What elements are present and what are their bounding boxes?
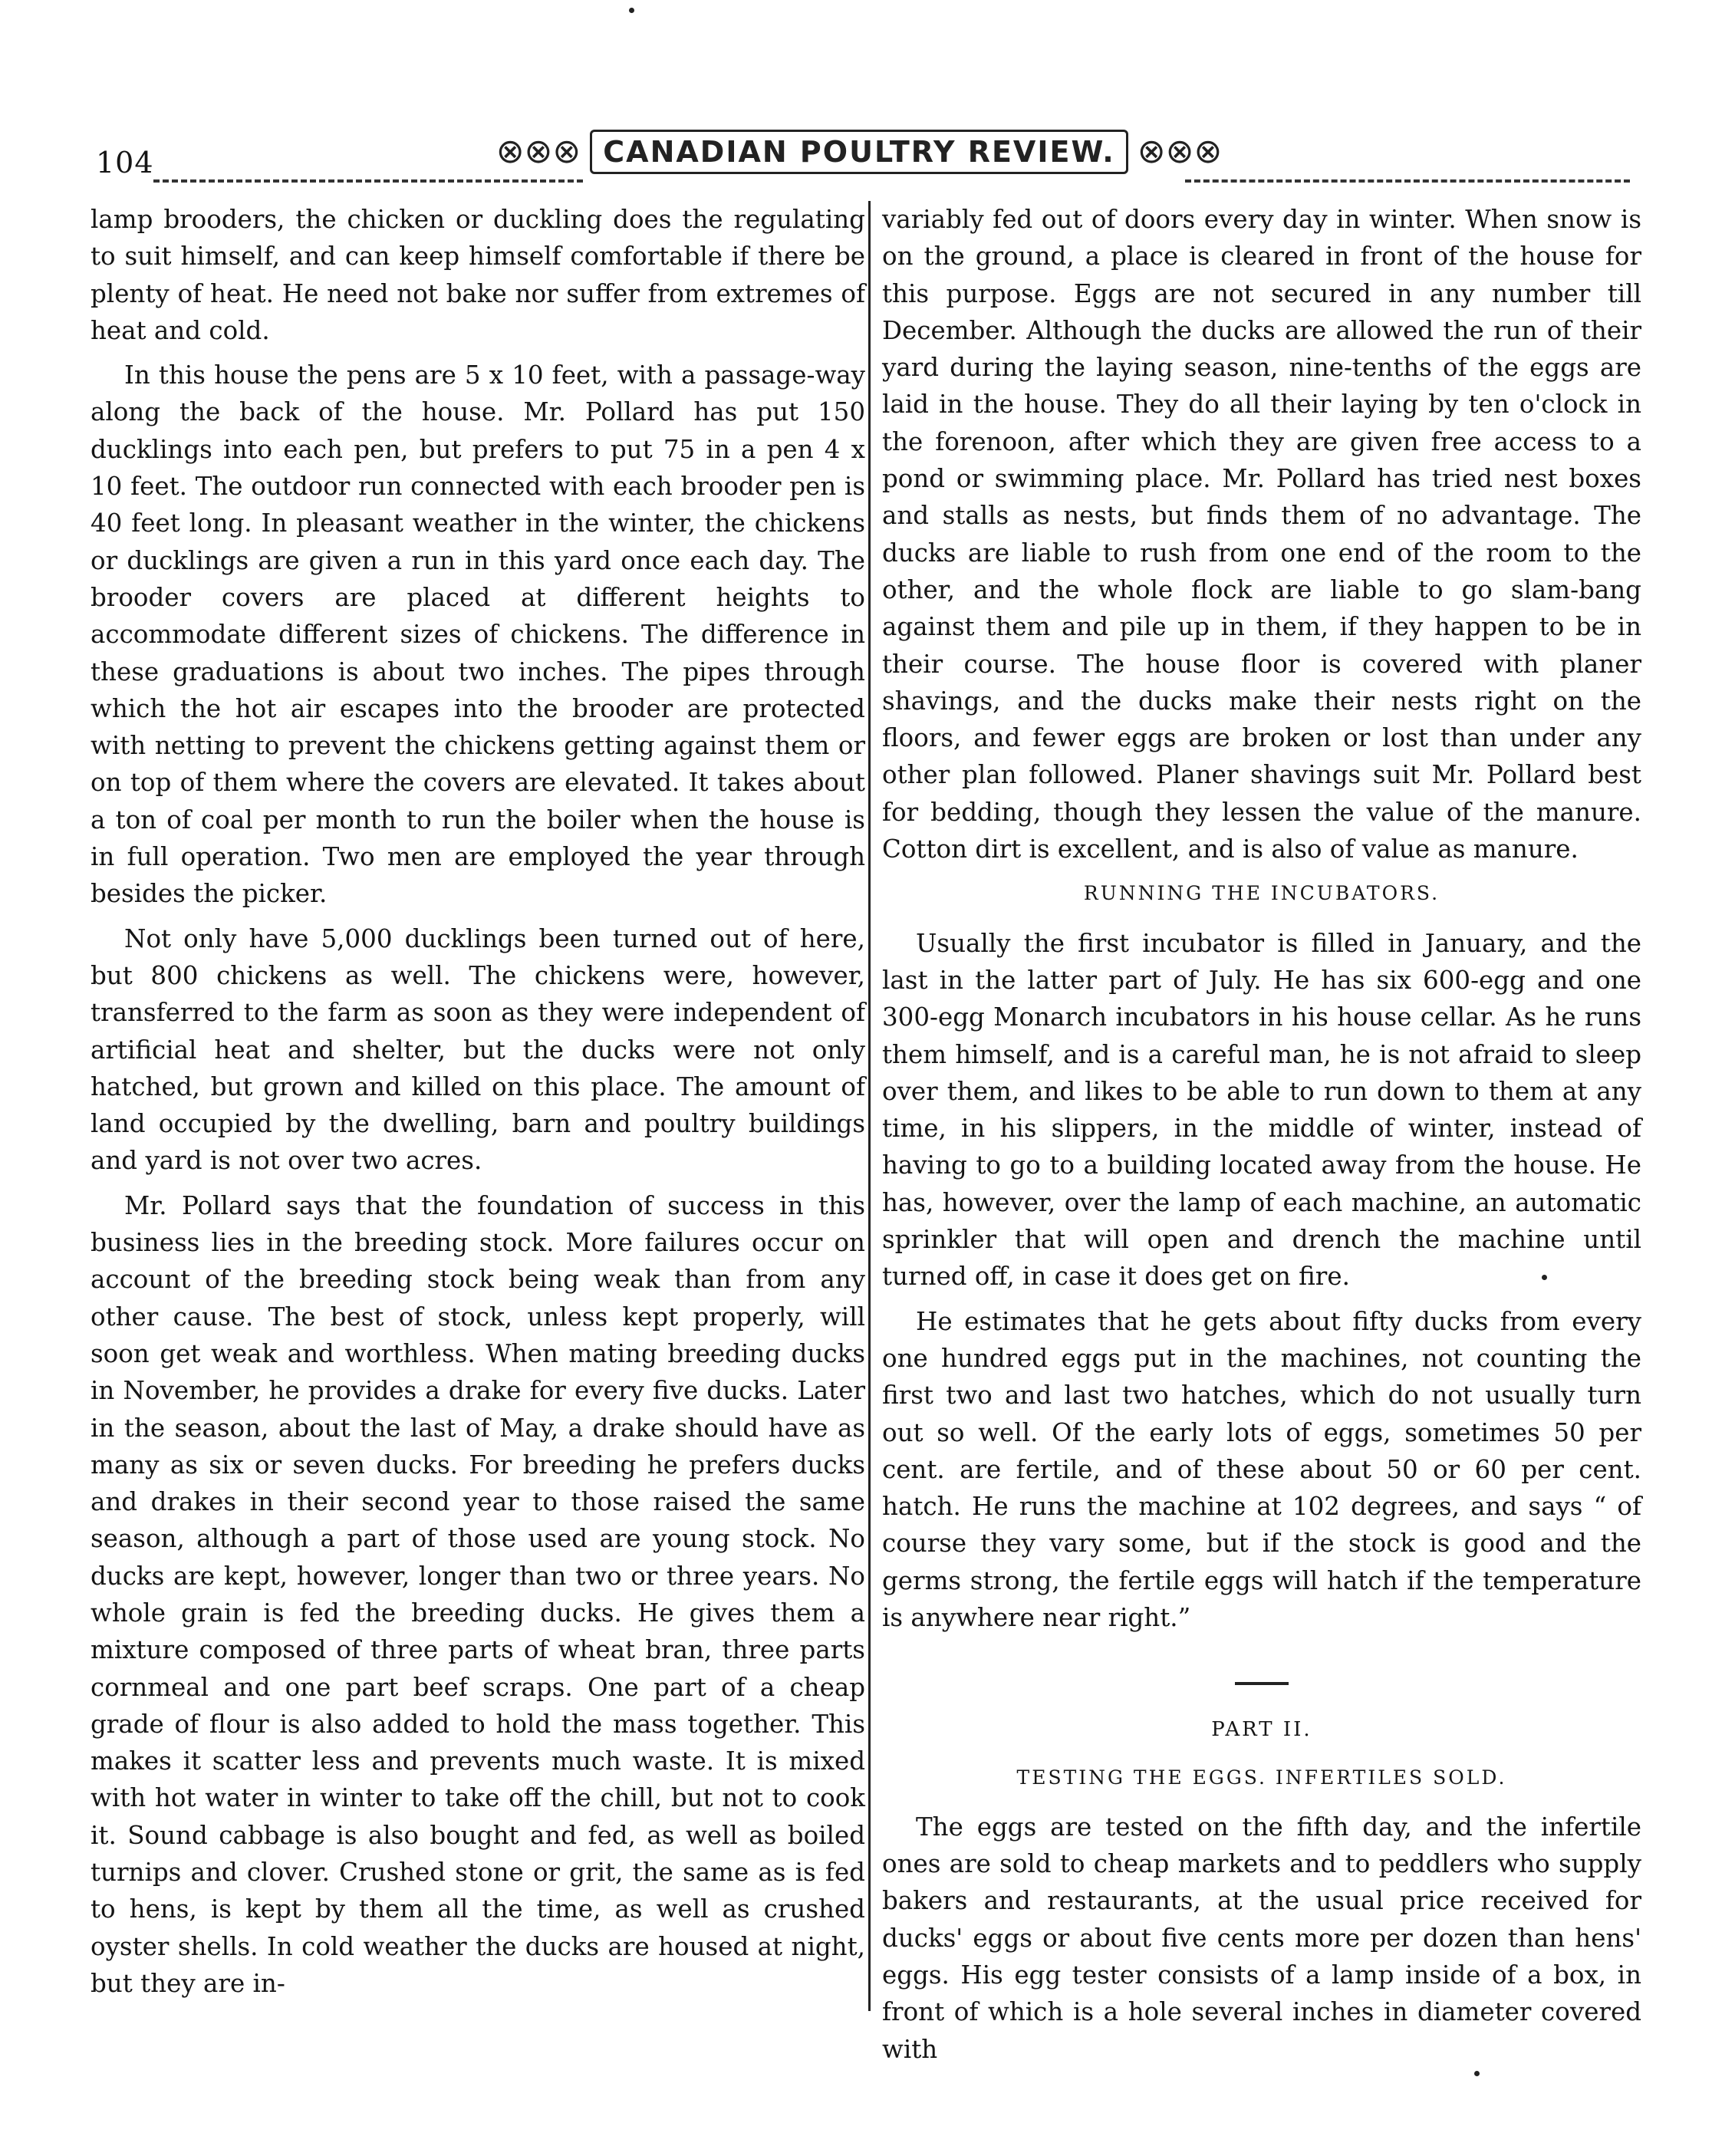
column-divider — [868, 201, 871, 2011]
paragraph: Usually the first incubator is filled in January, and the last in the latter part of July. He has six 600-egg and one 300-egg Monarch incubators in his house cellar. As he runs them himself, and is a careful man, he is not afraid to sleep over them, and likes to be able to run down to them at any time, in his slippers, in the middle of winter, instead of having to go to a building located away from the house. He has, however, over the lamp of each machine, an automatic sprinkler that will open and drench the machine until turned off, in case it does get on fire. — [882, 928, 1641, 1292]
page-number: 104 — [96, 146, 154, 179]
paragraph: lamp brooders, the chicken or duckling does the regulating to suit himself, and can keep himself comfortable if there be plenty of heat. He need not bake nor suffer from extremes of heat and cold. — [91, 205, 865, 345]
print-speck — [1542, 1275, 1547, 1280]
masthead — [495, 115, 1223, 188]
paragraph: Not only have 5,000 ducklings been turned out of here, but 800 chickens as well. The chickens were, however, transferred to the farm as soon as they were independent of artificial heat and shelter, but the ducks were not only hatched, but grown and killed on this place. The amount of land occupied by the dwelling, barn and poultry buildings and yard is not over two acres. — [91, 923, 865, 1176]
left-column — [91, 201, 865, 2010]
right-column — [882, 201, 1641, 2075]
part-heading: PART II. — [1211, 1718, 1312, 1742]
section-heading-incubators: RUNNING THE INCUBATORS. — [1083, 882, 1440, 905]
paragraph: variably fed out of doors every day in winter. When snow is on the ground, a place is cleared in front of the house for this purpose. Eggs are not secured in any number till December. Although the ducks are allowed the run of their yard during the laying season, nine-tenths of the eggs are laid in the house. They do all their laying by ten o'clock in the forenoon, after which they are given free access to a pond or swimming place. Mr. Pollard has tried nest boxes and stalls as nests, but finds them of no advantage. The ducks are liable to rush from one end of the room to the other, and the whole flock are liable to go slam-bang against them and pile up in them, if they happen to be in their course. The house floor is covered with planer shavings, and the ducks make their nests right on the floors, and fewer eggs are broken or lost than under any other plan followed. Planer shavings suit Mr. Pollard best for bedding, though they lessen the value of the manure. Cotton dirt is excellent, and is also of value as manure. — [882, 205, 1641, 864]
print-speck — [629, 8, 634, 13]
header-rule-right — [1185, 179, 1630, 183]
section-heading-testing: TESTING THE EGGS. INFERTILES SOLD. — [1016, 1766, 1507, 1789]
ornament-right-icon: ⊗⊗⊗ — [1137, 132, 1223, 171]
section-break-rule — [1235, 1682, 1289, 1685]
paragraph: Mr. Pollard says that the foundation of success in this business lies in the breeding stock. More failures occur on account of the breeding stock being weak than from any other cause. The best of stock, unless kept properly, will soon get weak and worthless. When mating breeding ducks in November, he provides a drake for every five ducks. Later in the season, about the last of May, a drake should have as many as six or seven ducks. For breeding he prefers ducks and drakes in their second year to those raised the same season, although a part of those used are young stock. No ducks are kept, however, longer than two or three years. No whole grain is fed the breeding ducks. He gives them a mixture composed of three parts of wheat bran, three parts cornmeal and one part beef scraps. One part of a cheap grade of flour is also added to hold the mass together. This makes it scatter less and prevents much waste. It is mixed with hot water in winter to take off the chill, but not to cook it. Sound cabbage is also bought and fed, as well as boiled turnips and clover. Crushed stone or grit, the same as is fed to hens, is kept by them all the time, as well as crushed oyster shells. In cold weather the ducks are housed at night, but they are in- — [91, 1190, 865, 1998]
print-speck — [1474, 2071, 1480, 2076]
masthead-title: CANADIAN POULTRY REVIEW. — [590, 130, 1128, 174]
paragraph: In this house the pens are 5 x 10 feet, with a passage-way along the back of the house. Mr. Pollard has put 150 ducklings into each pen, but prefers to put 75 in a pen 4 x 10 feet. The outdoor run connected with each brooder pen is 40 feet long. In pleasant weather in the winter, the chickens or ducklings are given a run in this yard once each day. The brooder covers are placed at different heights to accommodate different sizes of chickens. The difference in these graduations is about two inches. The pipes through which the hot air escapes into the brooder are protected with netting to prevent the chickens getting against them or on top of them where the covers are elevated. It takes about a ton of coal per month to run the boiler when the house is in full operation. Two men are employed the year through besides the picker. — [91, 360, 865, 909]
header-rule-left — [153, 179, 583, 183]
paragraph: The eggs are tested on the fifth day, and the infertile ones are sold to cheap markets and to peddlers who supply bakers and restaurants, at the usual price received for ducks' eggs or about five cents more per dozen than hens' eggs. His egg tester consists of a lamp inside of a box, in front of which is a hole several inches in diameter covered with — [882, 1812, 1641, 2064]
ornament-left-icon: ⊗⊗⊗ — [495, 132, 581, 171]
paragraph: He estimates that he gets about fifty ducks from every one hundred eggs put in the machines, not counting the first two and last two hatches, which do not usually turn out so well. Of the early lots of eggs, sometimes 50 per cent. are fertile, and of these about 50 or 60 per cent. hatch. He runs the machine at 102 degrees, and says “ of course they vary some, but if the stock is good and the germs strong, the fertile eggs will hatch if the temperature is anywhere near right.” — [882, 1306, 1641, 1632]
